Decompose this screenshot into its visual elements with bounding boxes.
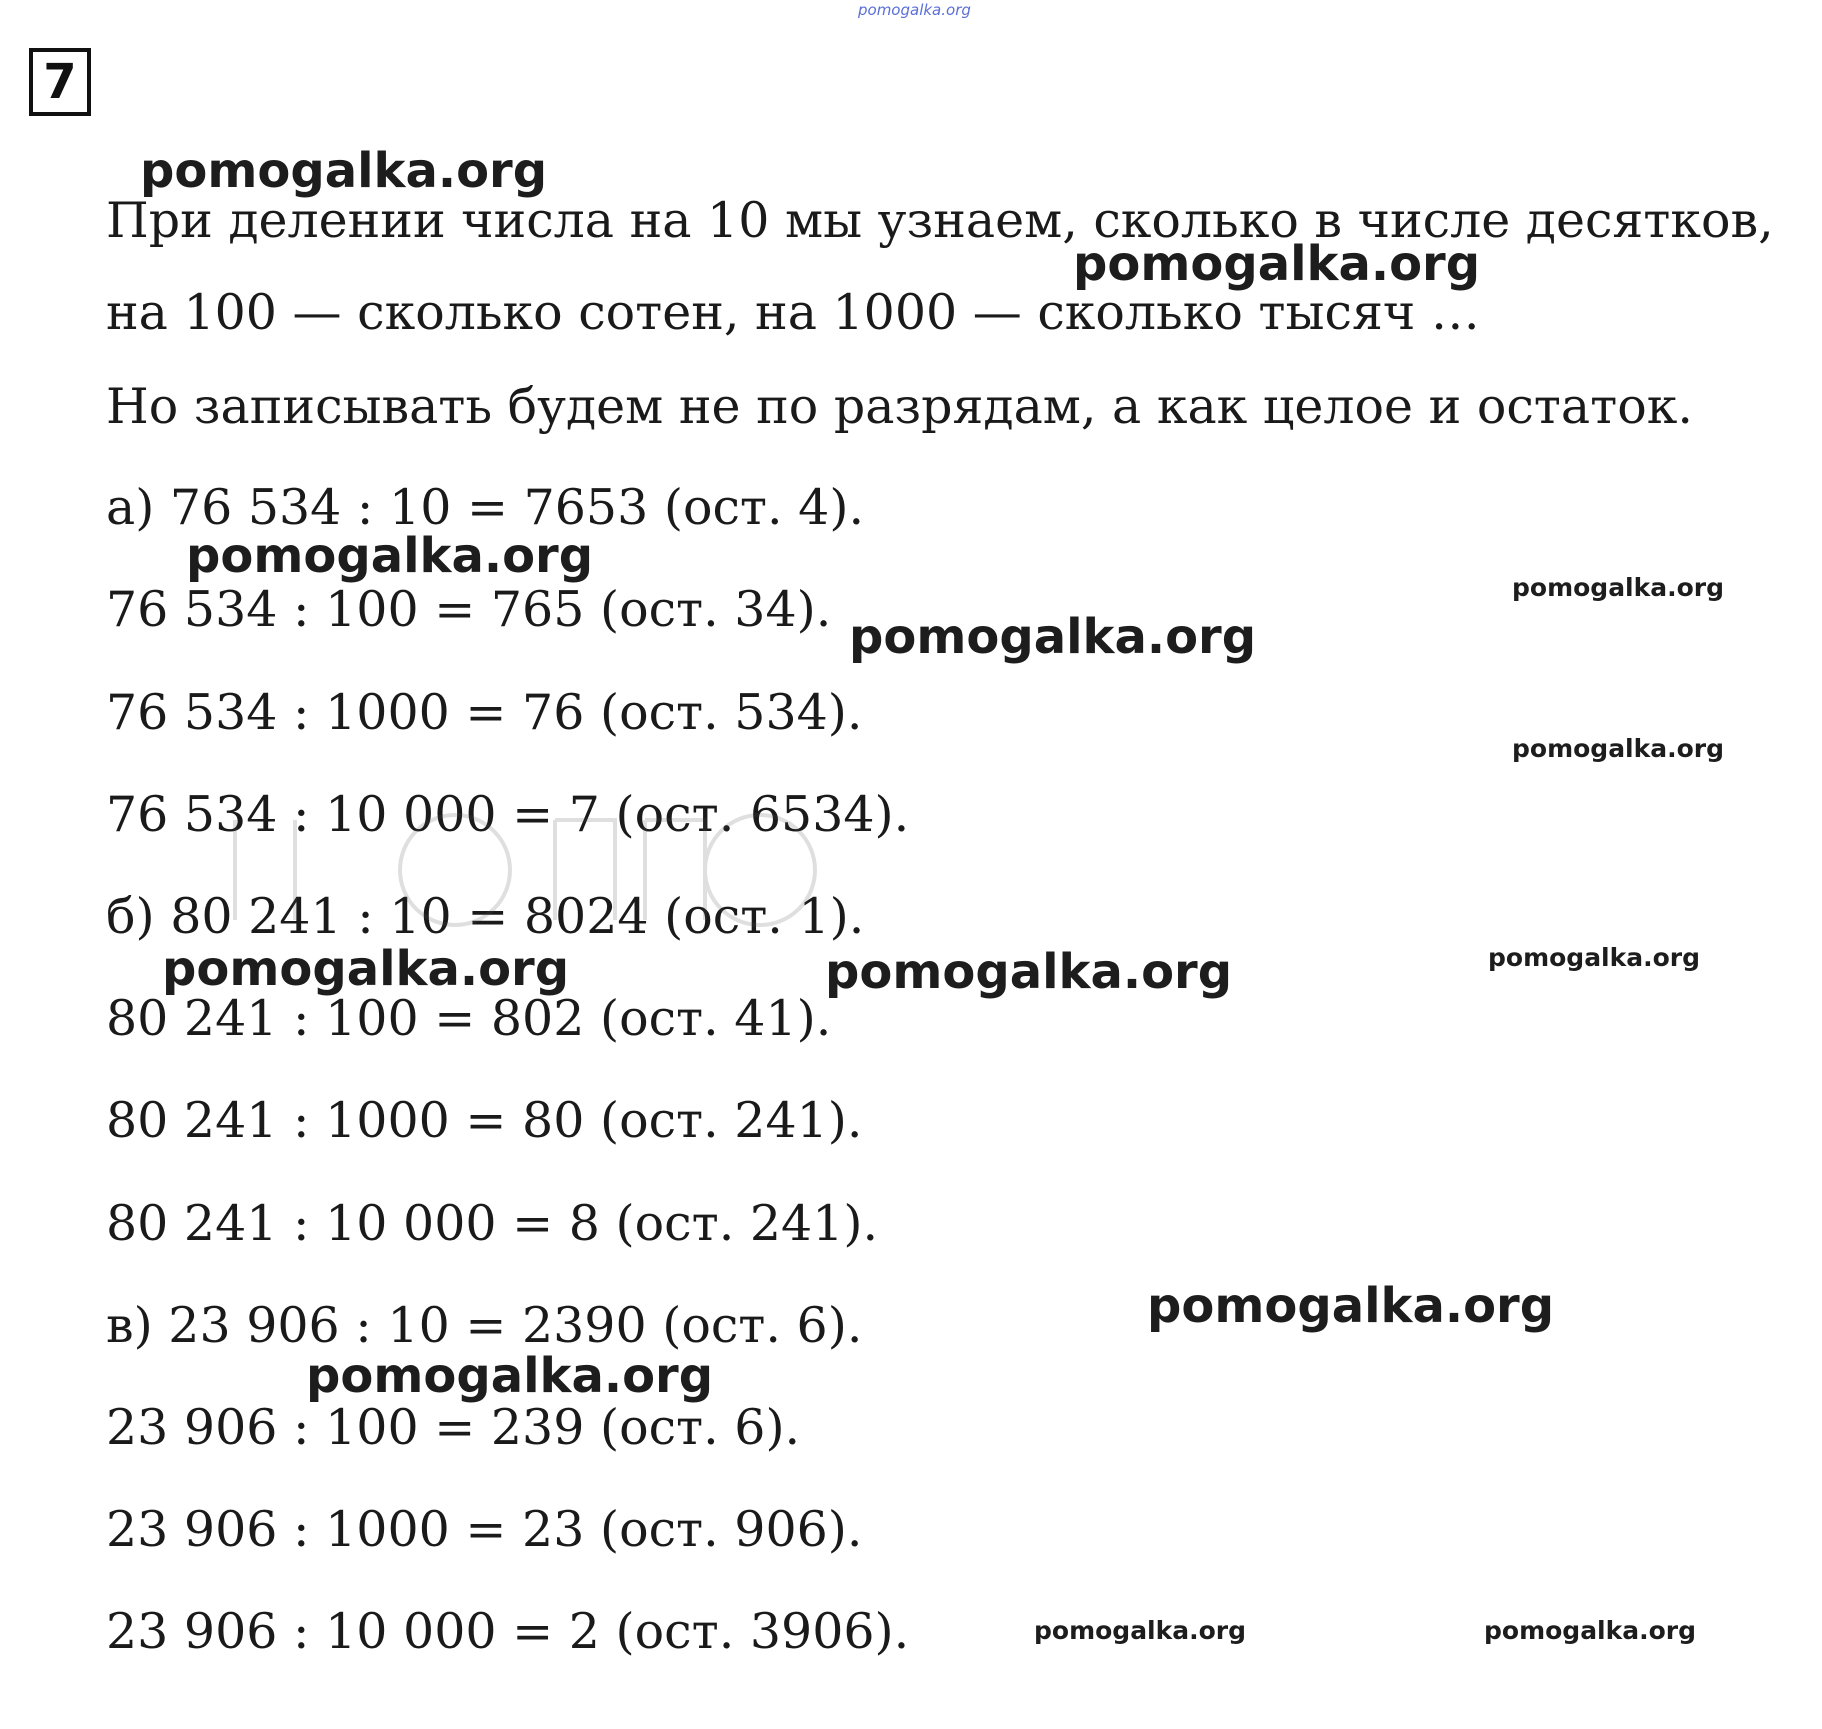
part-b-line-4: 80 241 : 10 000 = 8 (ост. 241). [106, 1195, 879, 1252]
watermark: pomogalka.org [1034, 1616, 1247, 1645]
watermark: pomogalka.org [1488, 943, 1701, 972]
watermark: pomogalka.org [306, 1348, 714, 1404]
part-a-line-1: а) 76 534 : 10 = 7653 (ост. 4). [106, 479, 865, 536]
task-number-box: 7 [29, 48, 91, 116]
watermark: pomogalka.org [1512, 573, 1725, 602]
watermark: pomogalka.org [849, 609, 1257, 665]
watermark: pomogalka.org [186, 528, 594, 584]
part-c-line-4: 23 906 : 10 000 = 2 (ост. 3906). [106, 1603, 910, 1660]
faint-stamp-mark [215, 800, 935, 940]
watermark: pomogalka.org [1073, 236, 1481, 292]
header-site-link[interactable]: pomogalka.org [858, 1, 971, 19]
part-b-line-3: 80 241 : 1000 = 80 (ост. 241). [106, 1092, 863, 1149]
watermark: pomogalka.org [1484, 1616, 1697, 1645]
watermark: pomogalka.org [140, 143, 548, 199]
part-c-line-3: 23 906 : 1000 = 23 (ост. 906). [106, 1501, 863, 1558]
part-a-line-2: 76 534 : 100 = 765 (ост. 34). [106, 581, 832, 638]
intro-line-3: Но записывать будем не по разрядам, а как целое и остаток. [106, 378, 1693, 435]
intro-line-1: При делении числа на 10 мы узнаем, сколько в числе десятков, [106, 192, 1774, 249]
part-b-line-1: б) 80 241 : 10 = 8024 (ост. 1). [106, 888, 865, 945]
part-b-line-2: 80 241 : 100 = 802 (ост. 41). [106, 990, 832, 1047]
intro-line-2: на 100 — сколько сотен, на 1000 — сколько тысяч … [106, 284, 1480, 341]
part-c-line-1: в) 23 906 : 10 = 2390 (ост. 6). [106, 1297, 863, 1354]
watermark: pomogalka.org [825, 944, 1233, 1000]
watermark: pomogalka.org [1147, 1278, 1555, 1334]
part-c-line-2: 23 906 : 100 = 239 (ост. 6). [106, 1399, 801, 1456]
part-a-line-4: 76 534 : 10 000 = 7 (ост. 6534). [106, 786, 910, 843]
watermark: pomogalka.org [162, 941, 570, 997]
watermark: pomogalka.org [1512, 734, 1725, 763]
part-a-line-3: 76 534 : 1000 = 76 (ост. 534). [106, 684, 863, 741]
